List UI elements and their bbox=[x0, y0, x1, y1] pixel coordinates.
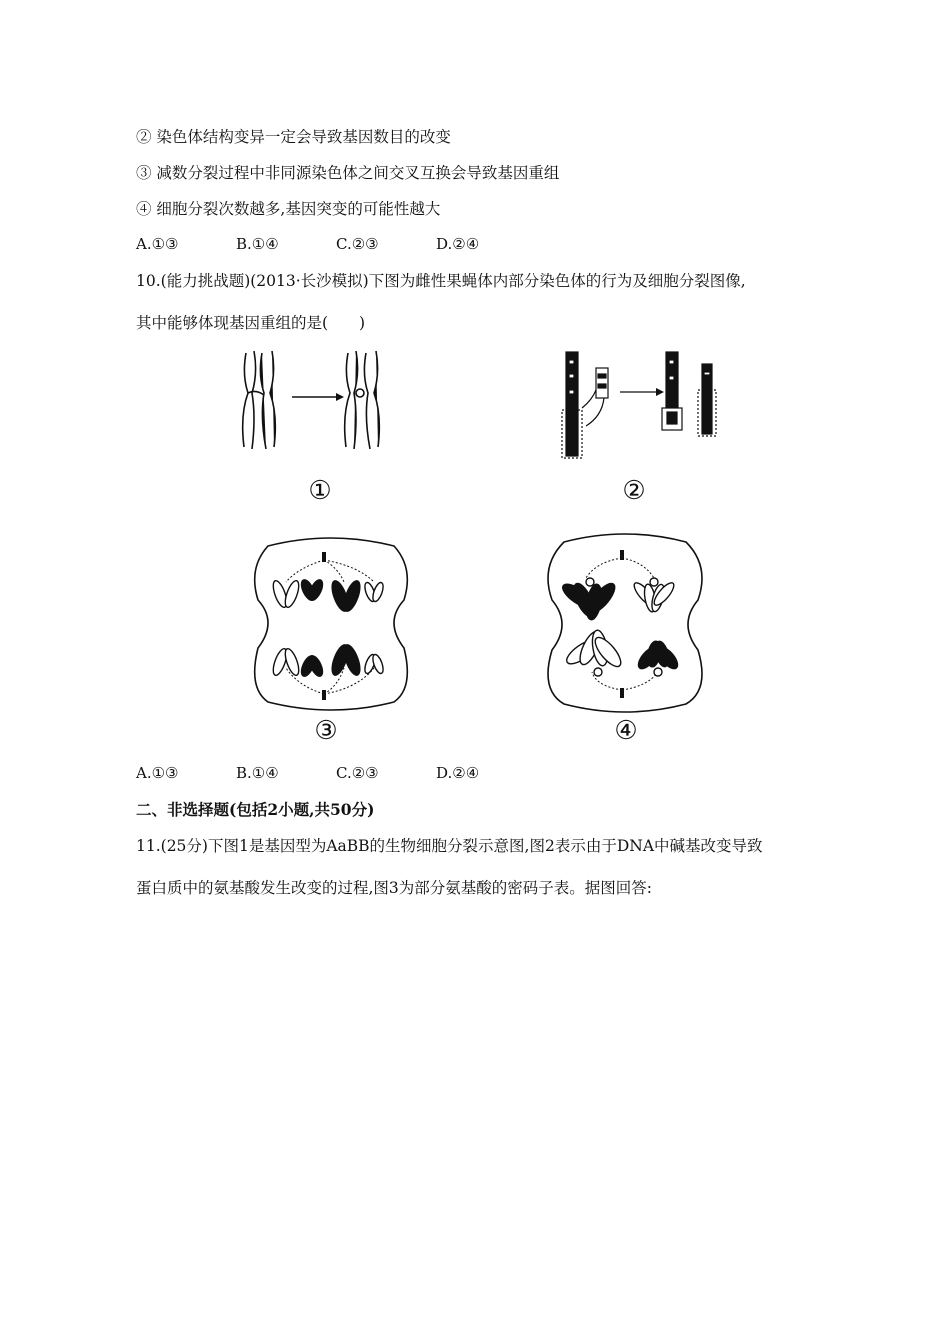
figure-1-label: ① bbox=[308, 476, 332, 506]
statement-3: ③ 减数分裂过程中非同源染色体之间交叉互换会导致基因重组 bbox=[136, 164, 560, 182]
q9-option-c: C.②③ bbox=[336, 235, 379, 253]
q10-option-a: A.①③ bbox=[136, 764, 179, 782]
figure-4-cell-division bbox=[540, 534, 710, 712]
figure-2-label: ② bbox=[622, 476, 646, 506]
q9-option-a: A.①③ bbox=[136, 235, 179, 253]
q9-option-d: D.②④ bbox=[436, 235, 480, 253]
q10-option-d: D.②④ bbox=[436, 764, 480, 782]
statement-2: ② 染色体结构变异一定会导致基因数目的改变 bbox=[136, 128, 451, 146]
figure-3-label: ③ bbox=[314, 716, 338, 746]
q11-stem-line2: 蛋白质中的氨基酸发生改变的过程,图3为部分氨基酸的密码子表。据图回答: bbox=[136, 879, 653, 897]
section-2-heading: 二、非选择题(包括2小题,共50分) bbox=[136, 800, 375, 819]
q10-options bbox=[136, 764, 479, 782]
q10-stem-line2: 其中能够体现基因重组的是( ) bbox=[136, 314, 366, 332]
figure-4-label: ④ bbox=[614, 716, 638, 746]
figure-3-cell-division bbox=[248, 538, 414, 710]
figure-1-crossing-over bbox=[236, 345, 396, 455]
q9-options bbox=[136, 235, 479, 253]
q9-option-b: B.①④ bbox=[236, 235, 279, 253]
q10-option-c: C.②③ bbox=[336, 764, 379, 782]
figure-2-translocation bbox=[556, 350, 726, 460]
statement-4: ④ 细胞分裂次数越多,基因突变的可能性越大 bbox=[136, 200, 441, 218]
q11-stem-line1: 11.(25分)下图1是基因型为AaBB的生物细胞分裂示意图,图2表示由于DNA中碱基改变导致 bbox=[136, 837, 763, 855]
q10-option-b: B.①④ bbox=[236, 764, 279, 782]
q10-stem-line1: 10.(能力挑战题)(2013·长沙模拟)下图为雌性果蝇体内部分染色体的行为及细胞分裂图像, bbox=[136, 272, 746, 290]
